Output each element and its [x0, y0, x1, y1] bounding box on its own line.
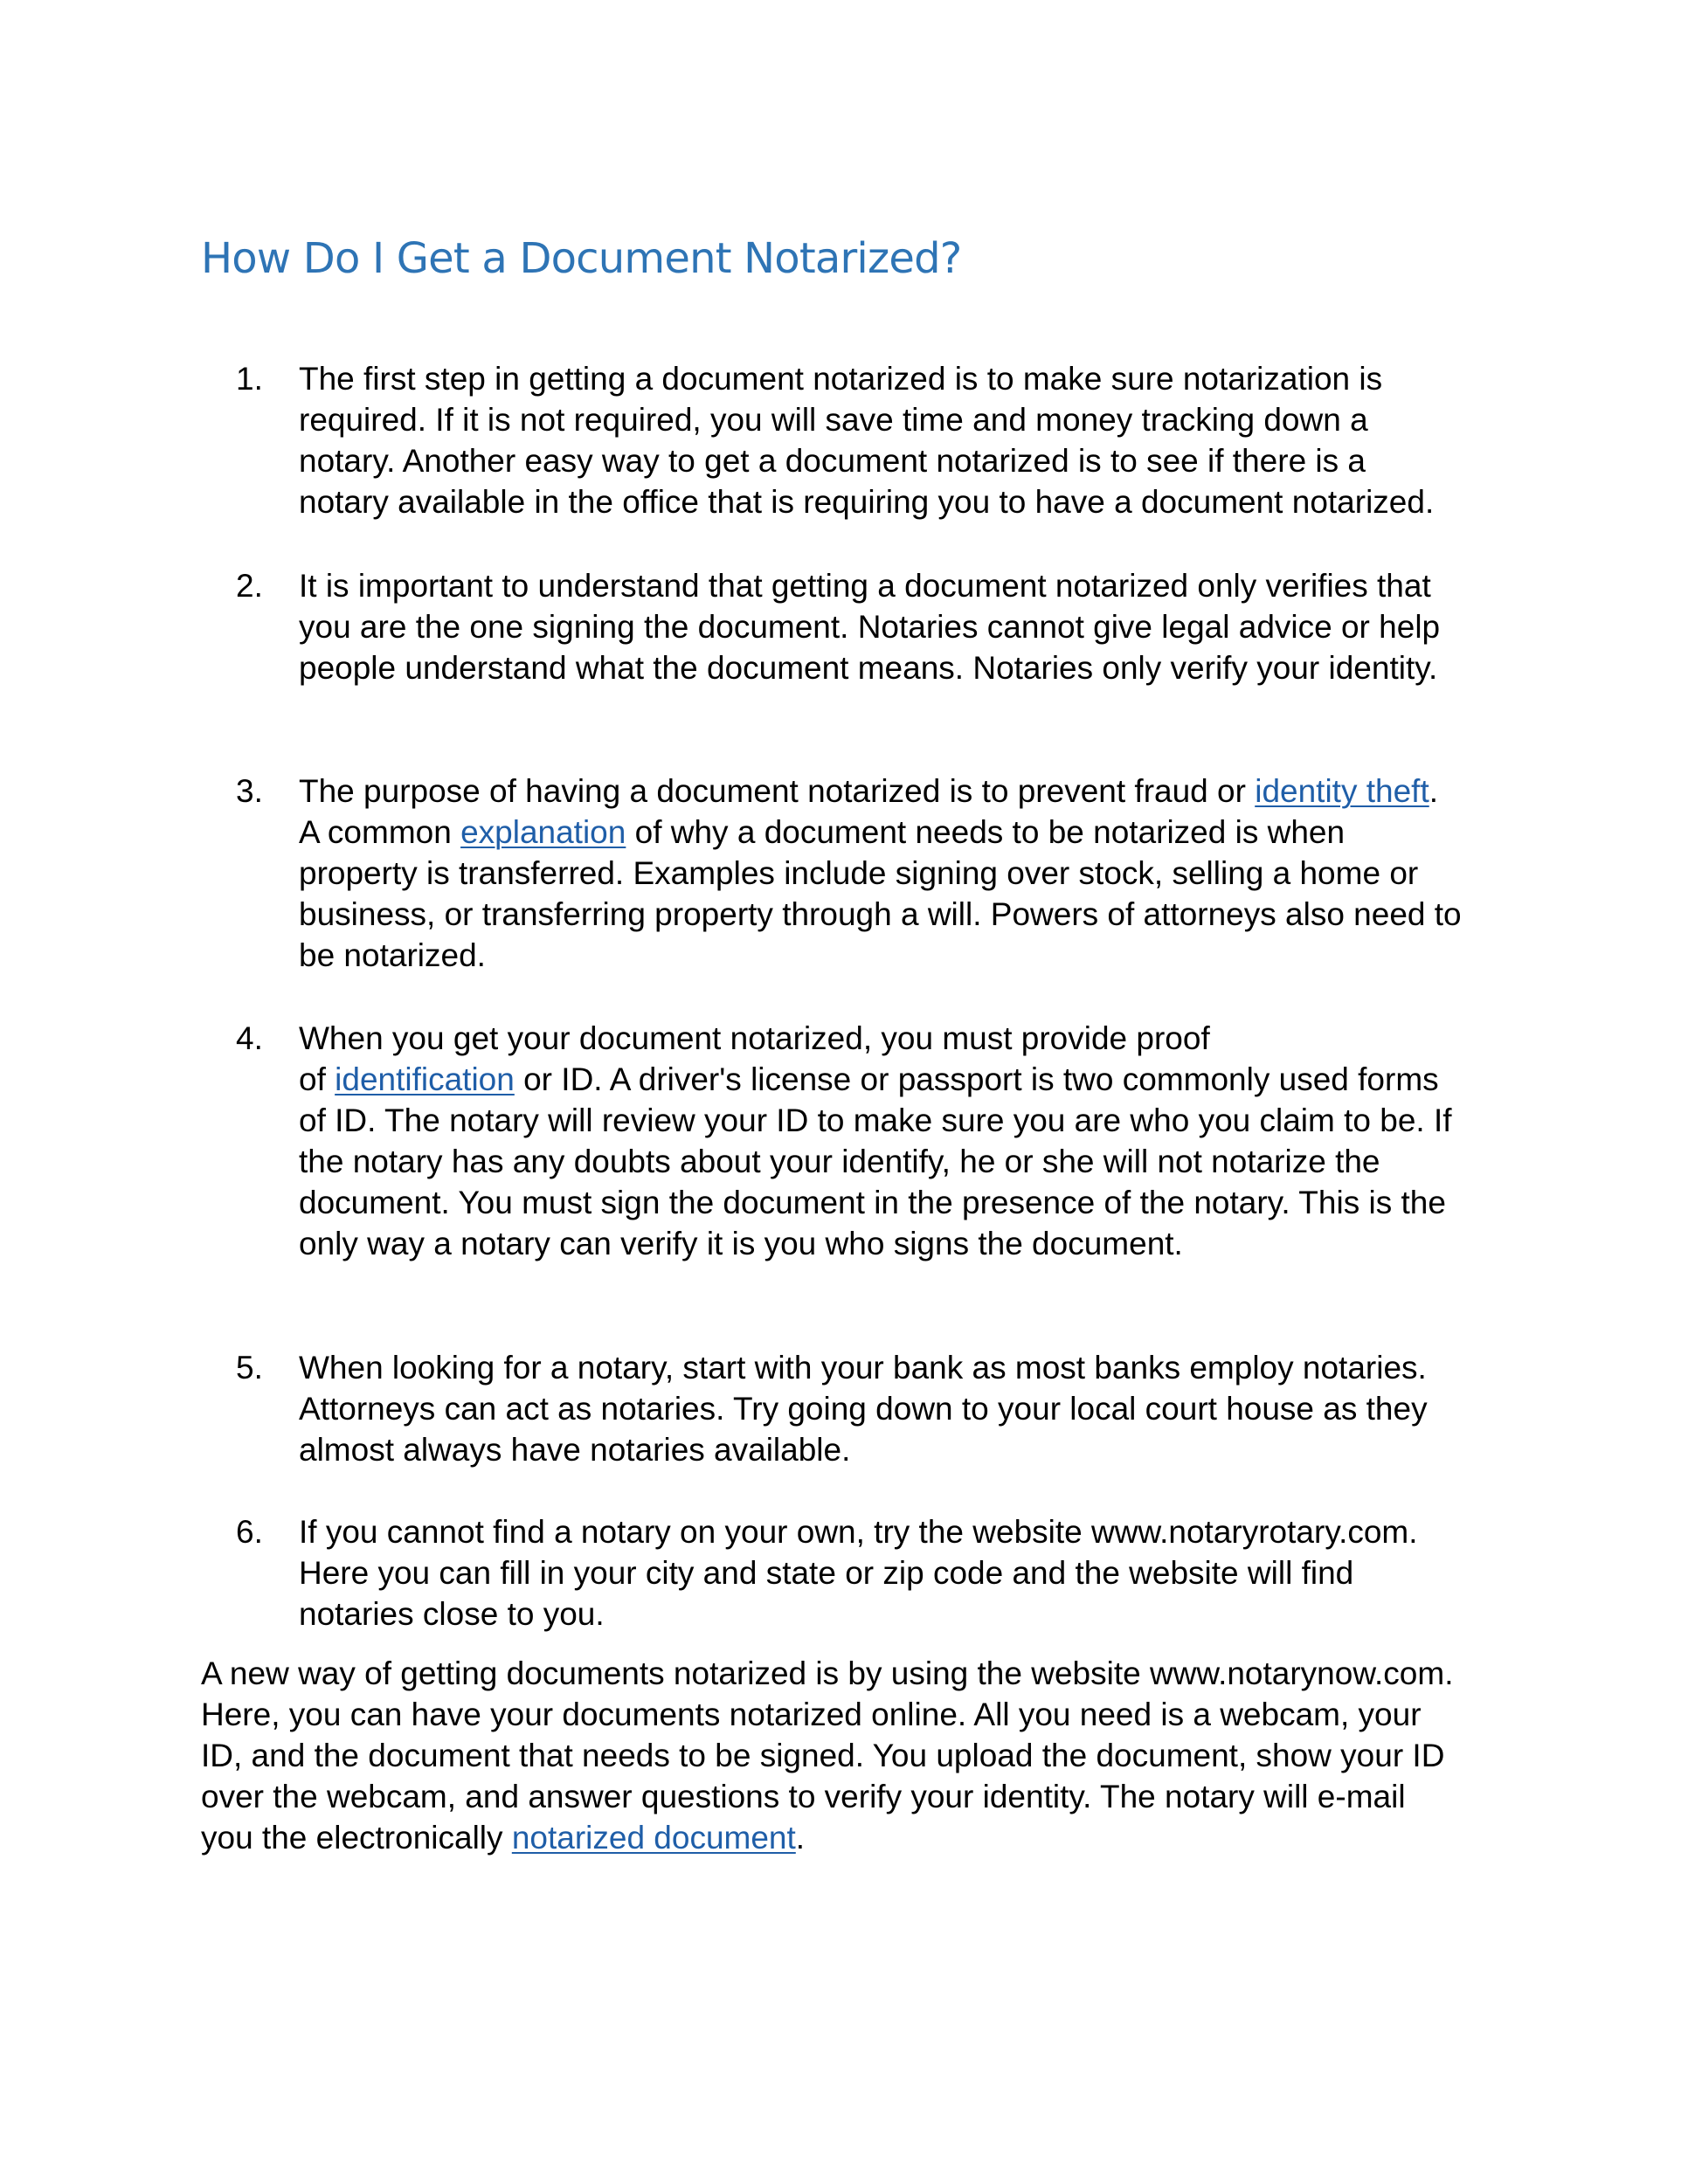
text-run: . [795, 1820, 806, 1856]
text-line: If you cannot find a notary on your own, try the website www.notaryrotary.com. [299, 1514, 1418, 1550]
text-line: Here, you can have your documents notarized online. All you need is a webcam, your [201, 1697, 1422, 1732]
text-line: over the webcam, and answer questions to verify your identity. The notary will e-mail [201, 1779, 1406, 1814]
identification-link[interactable]: identification [335, 1061, 515, 1097]
step-number: 1. [236, 361, 263, 397]
text-line: of ID. The notary will review your ID to make sure you are who you claim to be. If [299, 1102, 1452, 1138]
text-line: When looking for a notary, start with your bank as most banks employ notaries. [299, 1350, 1427, 1386]
text-run: of [299, 1061, 336, 1097]
text-line: notary available in the office that is requiring you to have a document notarized. [299, 484, 1435, 520]
text-line: required. If it is not required, you will save time and money tracking down a [299, 402, 1368, 438]
text-line: only way a notary can verify it is you who signs the document. [299, 1226, 1183, 1261]
step-text [299, 565, 1505, 688]
text-line: Attorneys can act as notaries. Try going down to your local court house as they [299, 1391, 1428, 1427]
step-text [299, 1018, 1505, 1264]
text-line: almost always have notaries available. [299, 1432, 851, 1468]
text-line: It is important to understand that getting a document notarized only verifies that [299, 568, 1431, 604]
text-run: A common [299, 814, 461, 850]
step-text [299, 1511, 1505, 1635]
text-line: Here you can fill in your city and state or zip code and the website will find [299, 1555, 1354, 1591]
text-line: ID, and the document that needs to be signed. You upload the document, show your ID [201, 1738, 1445, 1773]
step-text [299, 358, 1505, 522]
text-line: notaries close to you. [299, 1596, 605, 1632]
text-run: of why a document needs to be notarized is when [626, 814, 1346, 850]
text-line: notary. Another easy way to get a document notarized is to see if there is a [299, 443, 1366, 479]
text-line: business, or transferring property through a will. Powers of attorneys also need to [299, 896, 1462, 932]
step-number: 6. [236, 1514, 263, 1550]
step-number: 4. [236, 1020, 263, 1056]
text-line: A new way of getting documents notarized is by using the website www.notarynow.com. [201, 1655, 1454, 1691]
explanation-link[interactable]: explanation [460, 814, 626, 850]
text-line: you are the one signing the document. Notaries cannot give legal advice or help [299, 609, 1441, 645]
text-line: people understand what the document means. Notaries only verify your identity. [299, 650, 1438, 686]
step-number: 5. [236, 1350, 263, 1386]
text-line: the notary has any doubts about your identify, he or she will not notarize the [299, 1144, 1380, 1179]
text-run: you the electronically [201, 1820, 512, 1856]
text-line: be notarized. [299, 937, 486, 973]
text-line: property is transferred. Examples include signing over stock, selling a home or [299, 855, 1419, 891]
text-run: . [1429, 773, 1439, 809]
text-line: When you get your document notarized, you must provide proof [299, 1020, 1210, 1056]
text-run: or ID. A driver's license or passport is two commonly used forms [514, 1061, 1439, 1097]
text-line: document. You must sign the document in the presence of the notary. This is the [299, 1185, 1446, 1220]
step-text [299, 1347, 1505, 1470]
closing-paragraph [201, 1653, 1512, 1858]
text-run: The purpose of having a document notarized is to prevent fraud or [299, 773, 1256, 809]
step-number: 3. [236, 773, 263, 809]
notarized-document-link[interactable]: notarized document [511, 1820, 796, 1856]
step-text [299, 771, 1505, 976]
step-number: 2. [236, 568, 263, 604]
page-title: How Do I Get a Document Notarized? [201, 234, 962, 283]
identity-theft-link[interactable]: identity theft [1255, 773, 1429, 809]
text-line: The first step in getting a document notarized is to make sure notarization is [299, 361, 1383, 397]
